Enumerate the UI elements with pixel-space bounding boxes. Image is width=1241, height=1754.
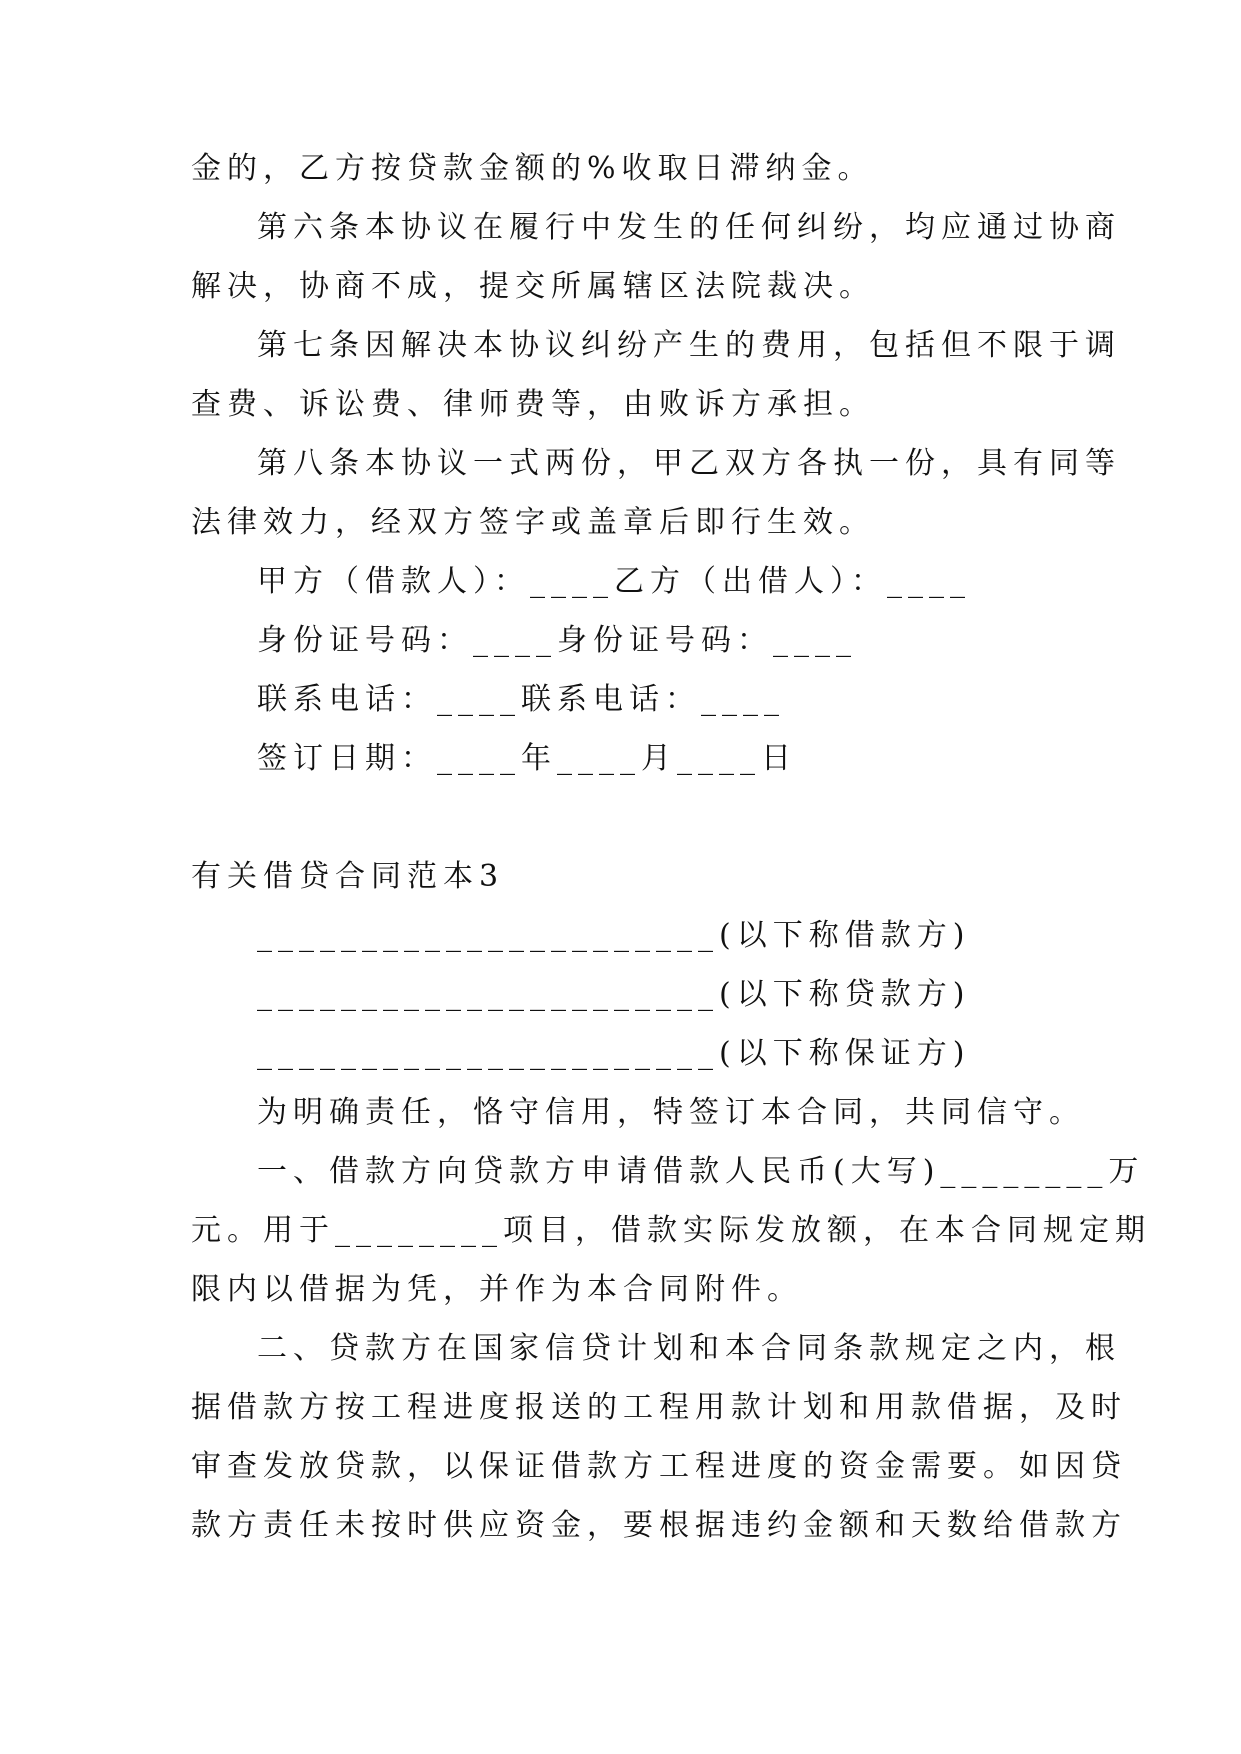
clause-6-line-1: 第六条本协议在履行中发生的任何纠纷，均应通过协商 (257, 210, 1121, 245)
signature-date: 签订日期：____年____月____日 (257, 741, 797, 776)
text-line: 金的，乙方按贷款金额的%收取日滞纳金。 (191, 151, 874, 186)
signature-parties: 甲方（借款人）：____乙方（出借人）：____ (257, 564, 971, 599)
article-2-line-1: 二、贷款方在国家信贷计划和本合同条款规定之内，根 (257, 1331, 1121, 1366)
article-2-line-4: 款方责任未按时供应资金，要根据违约金额和天数给借款方 (191, 1508, 1127, 1543)
document-page (191, 150, 1151, 1545)
section-title: 有关借贷合同范本3 (191, 859, 505, 894)
article-1-line-1: 一、借款方向贷款方申请借款人民币(大写)________万 (257, 1154, 1145, 1189)
article-1-line-3: 限内以借据为凭，并作为本合同附件。 (191, 1272, 803, 1307)
signature-id-numbers: 身份证号码：____身份证号码：____ (257, 623, 857, 658)
clause-7-line-1: 第七条因解决本协议纠纷产生的费用，包括但不限于调 (257, 328, 1121, 363)
clause-8-line-1: 第八条本协议一式两份，甲乙双方各执一份，具有同等 (257, 446, 1121, 481)
clause-6-line-2: 解决，协商不成，提交所属辖区法院裁决。 (191, 269, 875, 304)
article-2-line-3: 审查发放贷款，以保证借款方工程进度的资金需要。如因贷 (191, 1449, 1127, 1484)
article-2-line-2: 据借款方按工程进度报送的工程用款计划和用款借据，及时 (191, 1390, 1127, 1425)
party-lender: ______________________(以下称贷款方) (257, 977, 971, 1012)
clause-7-line-2: 查费、诉讼费、律师费等，由败诉方承担。 (191, 387, 875, 422)
clause-8-line-2: 法律效力，经双方签字或盖章后即行生效。 (191, 505, 875, 540)
party-borrower: ______________________(以下称借款方) (257, 918, 971, 953)
preamble: 为明确责任，恪守信用，特签订本合同，共同信守。 (257, 1095, 1085, 1130)
signature-phones: 联系电话：____联系电话：____ (257, 682, 785, 717)
article-1-line-2: 元。用于________项目，借款实际发放额，在本合同规定期 (191, 1213, 1151, 1248)
party-guarantor: ______________________(以下称保证方) (257, 1036, 971, 1071)
